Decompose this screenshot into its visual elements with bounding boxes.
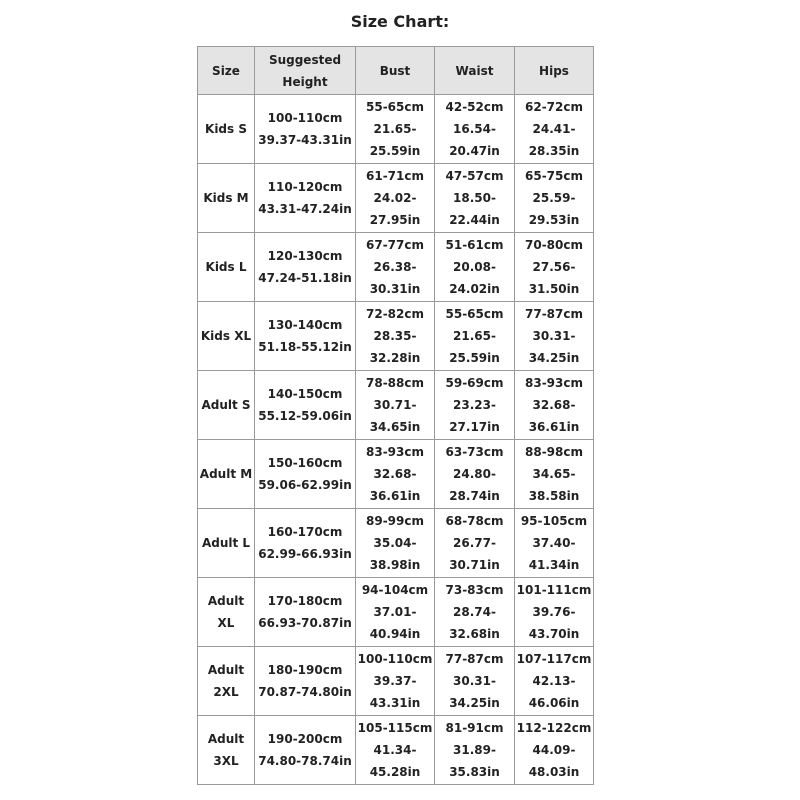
size-cell: [198, 440, 255, 509]
hips-cell-line: 107-117cm: [516, 652, 592, 666]
height-cell-line: 150-160cm: [267, 456, 343, 470]
hips-cell: [515, 440, 594, 509]
bust-cell-line: 105-115cm: [357, 721, 433, 735]
waist-cell-line: 77-87cm: [445, 652, 504, 666]
hips-cell-line: 95-105cm: [520, 514, 588, 528]
size-cell-line: Adult XL: [207, 594, 245, 630]
height-cell: [255, 647, 356, 716]
table-row: [198, 440, 594, 509]
waist-cell: [435, 95, 515, 164]
size-cell-line: Adult L: [201, 536, 251, 550]
hips-cell: [515, 371, 594, 440]
size-cell: [198, 95, 255, 164]
waist-cell: [435, 164, 515, 233]
bust-cell-line: 35.04-: [373, 536, 417, 550]
size-cell: [198, 578, 255, 647]
height-cell: [255, 164, 356, 233]
waist-cell-line: 73-83cm: [445, 583, 504, 597]
height-cell-line: 120-130cm: [267, 249, 343, 263]
hips-cell-line: 25.59-: [532, 191, 576, 205]
height-cell: [255, 371, 356, 440]
height-cell-line: 55.12-59.06in: [258, 409, 352, 423]
waist-cell-line: 30.71in: [449, 558, 500, 572]
waist-cell-line: 18.50-: [453, 191, 496, 205]
waist-cell-line: 68-78cm: [445, 514, 504, 528]
size-cell-line: Kids S: [205, 122, 247, 136]
bust-cell-line: 43.31in: [369, 696, 421, 710]
table-header: [198, 47, 594, 95]
hips-cell-line: 30.31-: [532, 329, 576, 343]
size-cell-line: 2XL: [213, 685, 239, 699]
bust-cell: [356, 578, 435, 647]
bust-cell-line: 30.71-: [373, 398, 417, 412]
header-bust: Bust: [356, 47, 435, 95]
waist-cell-line: 26.77-: [453, 536, 496, 550]
table-row: [198, 302, 594, 371]
hips-cell-line: 43.70in: [528, 627, 580, 641]
waist-cell-line: 30.31-: [453, 674, 496, 688]
bust-cell-line: 39.37-: [373, 674, 417, 688]
table-row: [198, 233, 594, 302]
bust-cell-line: 89-99cm: [366, 514, 424, 528]
waist-cell-line: 51-61cm: [445, 238, 504, 252]
height-cell: [255, 233, 356, 302]
hips-cell: [515, 509, 594, 578]
hips-cell: [515, 716, 594, 785]
header-hips: Hips: [515, 47, 594, 95]
bust-cell: [356, 95, 435, 164]
size-cell-line: Kids L: [205, 260, 247, 274]
bust-cell-line: 32.28in: [369, 351, 421, 365]
waist-cell-line: 24.80-: [453, 467, 496, 481]
header-waist: Waist: [435, 47, 515, 95]
waist-cell: [435, 440, 515, 509]
hips-cell-line: 31.50in: [528, 282, 580, 296]
hips-cell-line: 65-75cm: [525, 169, 583, 183]
height-cell-line: 59.06-62.99in: [258, 478, 352, 492]
height-cell-line: 190-200cm: [267, 732, 343, 746]
size-cell-line: Adult: [207, 732, 245, 746]
bust-cell-line: 30.31in: [369, 282, 421, 296]
page-title: Size Chart:: [350, 12, 450, 31]
bust-cell-line: 37.01-: [373, 605, 417, 619]
waist-cell-line: 16.54-: [453, 122, 496, 136]
waist-cell: [435, 716, 515, 785]
header-height-line2: Height: [282, 74, 328, 89]
height-cell-line: 62.99-66.93in: [258, 547, 352, 561]
bust-cell-line: 26.38-: [373, 260, 417, 274]
hips-cell-line: 46.06in: [528, 696, 580, 710]
waist-cell-line: 34.25in: [449, 696, 500, 710]
waist-cell-line: 21.65-: [453, 329, 496, 343]
hips-cell-line: 112-122cm: [516, 721, 592, 735]
bust-cell: [356, 716, 435, 785]
bust-cell: [356, 647, 435, 716]
table-body: [198, 95, 594, 785]
size-cell-line: Kids M: [203, 191, 249, 205]
hips-cell-line: 34.65-: [532, 467, 576, 481]
bust-cell-line: 21.65-: [373, 122, 417, 136]
table-row: [198, 578, 594, 647]
waist-cell-line: 25.59in: [449, 351, 500, 365]
hips-cell: [515, 95, 594, 164]
bust-cell-line: 24.02-: [373, 191, 417, 205]
size-cell: [198, 371, 255, 440]
table-row: [198, 509, 594, 578]
bust-cell: [356, 371, 435, 440]
waist-cell: [435, 578, 515, 647]
hips-cell-line: 24.41-: [532, 122, 576, 136]
waist-cell-line: 35.83in: [449, 765, 500, 779]
bust-cell-line: 38.98in: [369, 558, 421, 572]
bust-cell-line: 83-93cm: [366, 445, 424, 459]
bust-cell: [356, 233, 435, 302]
size-cell-line: 3XL: [213, 754, 239, 768]
hips-cell-line: 37.40-: [532, 536, 576, 550]
hips-cell-line: 41.34in: [528, 558, 580, 572]
height-cell-line: 160-170cm: [267, 525, 343, 539]
hips-cell: [515, 233, 594, 302]
waist-cell: [435, 233, 515, 302]
bust-cell-line: 25.59in: [369, 144, 421, 158]
waist-cell-line: 47-57cm: [445, 169, 504, 183]
hips-cell-line: 29.53in: [528, 213, 580, 227]
height-cell-line: 110-120cm: [267, 180, 343, 194]
waist-cell-line: 20.47in: [449, 144, 500, 158]
size-cell: [198, 302, 255, 371]
hips-cell-line: 62-72cm: [525, 100, 583, 114]
waist-cell: [435, 509, 515, 578]
waist-cell-line: 32.68in: [449, 627, 500, 641]
table-row: [198, 95, 594, 164]
hips-cell-line: 88-98cm: [525, 445, 583, 459]
size-cell: [198, 509, 255, 578]
size-cell-line: Adult: [207, 663, 245, 677]
hips-cell-line: 44.09-: [532, 743, 576, 757]
bust-cell-line: 34.65in: [369, 420, 421, 434]
height-cell-line: 39.37-43.31in: [258, 133, 352, 147]
header-height-line1: Suggested: [268, 52, 342, 67]
height-cell-line: 170-180cm: [267, 594, 343, 608]
hips-cell-line: 42.13-: [532, 674, 576, 688]
hips-cell-line: 34.25in: [528, 351, 580, 365]
waist-cell-line: 28.74-: [453, 605, 496, 619]
height-cell: [255, 578, 356, 647]
height-cell-line: 140-150cm: [267, 387, 343, 401]
height-cell: [255, 716, 356, 785]
height-cell: [255, 302, 356, 371]
size-cell: [198, 233, 255, 302]
table-row: [198, 371, 594, 440]
waist-cell: [435, 302, 515, 371]
bust-cell-line: 41.34-: [373, 743, 417, 757]
bust-cell-line: 61-71cm: [366, 169, 424, 183]
waist-cell-line: 20.08-: [453, 260, 496, 274]
bust-cell-line: 45.28in: [369, 765, 421, 779]
height-cell-line: 43.31-47.24in: [258, 202, 352, 216]
height-cell: [255, 509, 356, 578]
size-cell: [198, 647, 255, 716]
hips-cell-line: 101-111cm: [516, 583, 592, 597]
waist-cell-line: 22.44in: [449, 213, 500, 227]
bust-cell-line: 72-82cm: [366, 307, 424, 321]
hips-cell: [515, 647, 594, 716]
size-cell: [198, 164, 255, 233]
table-row: [198, 716, 594, 785]
size-cell-line: Adult S: [201, 398, 251, 412]
bust-cell: [356, 440, 435, 509]
hips-cell: [515, 164, 594, 233]
hips-cell-line: 36.61in: [528, 420, 580, 434]
hips-cell-line: 32.68-: [532, 398, 576, 412]
header-row: [198, 47, 594, 95]
hips-cell-line: 48.03in: [528, 765, 580, 779]
hips-cell-line: 27.56-: [532, 260, 576, 274]
hips-cell: [515, 578, 594, 647]
hips-cell-line: 70-80cm: [525, 238, 583, 252]
hips-cell-line: 28.35in: [528, 144, 580, 158]
table-row: [198, 647, 594, 716]
hips-cell-line: 83-93cm: [525, 376, 583, 390]
height-cell-line: 100-110cm: [267, 111, 343, 125]
bust-cell-line: 94-104cm: [361, 583, 429, 597]
bust-cell-line: 55-65cm: [366, 100, 424, 114]
bust-cell-line: 100-110cm: [357, 652, 433, 666]
waist-cell-line: 31.89-: [453, 743, 496, 757]
size-cell-line: Adult M: [199, 467, 253, 481]
waist-cell-line: 59-69cm: [445, 376, 504, 390]
bust-cell-line: 67-77cm: [366, 238, 424, 252]
waist-cell-line: 23.23-: [453, 398, 496, 412]
bust-cell-line: 78-88cm: [366, 376, 424, 390]
waist-cell: [435, 647, 515, 716]
bust-cell-line: 28.35-: [373, 329, 417, 343]
waist-cell-line: 55-65cm: [445, 307, 504, 321]
size-chart-table: [197, 46, 594, 785]
height-cell-line: 130-140cm: [267, 318, 343, 332]
bust-cell: [356, 164, 435, 233]
waist-cell-line: 24.02in: [449, 282, 500, 296]
table-row: [198, 164, 594, 233]
waist-cell: [435, 371, 515, 440]
height-cell-line: 51.18-55.12in: [258, 340, 352, 354]
hips-cell: [515, 302, 594, 371]
bust-cell-line: 40.94in: [369, 627, 421, 641]
hips-cell-line: 38.58in: [528, 489, 580, 503]
hips-cell-line: 39.76-: [532, 605, 576, 619]
header-height: [255, 47, 356, 95]
height-cell-line: 180-190cm: [267, 663, 343, 677]
waist-cell-line: 27.17in: [449, 420, 500, 434]
height-cell-line: 47.24-51.18in: [258, 271, 352, 285]
size-cell-line: Kids XL: [200, 329, 252, 343]
bust-cell-line: 36.61in: [369, 489, 421, 503]
waist-cell-line: 63-73cm: [445, 445, 504, 459]
bust-cell-line: 27.95in: [369, 213, 421, 227]
bust-cell-line: 32.68-: [373, 467, 417, 481]
height-cell-line: 66.93-70.87in: [258, 616, 352, 630]
waist-cell-line: 81-91cm: [445, 721, 504, 735]
height-cell-line: 70.87-74.80in: [258, 685, 352, 699]
bust-cell: [356, 302, 435, 371]
size-cell: [198, 716, 255, 785]
bust-cell: [356, 509, 435, 578]
height-cell: [255, 95, 356, 164]
height-cell-line: 74.80-78.74in: [258, 754, 352, 768]
header-size: Size: [198, 47, 255, 95]
waist-cell-line: 28.74in: [449, 489, 500, 503]
hips-cell-line: 77-87cm: [525, 307, 583, 321]
height-cell: [255, 440, 356, 509]
waist-cell-line: 42-52cm: [445, 100, 504, 114]
